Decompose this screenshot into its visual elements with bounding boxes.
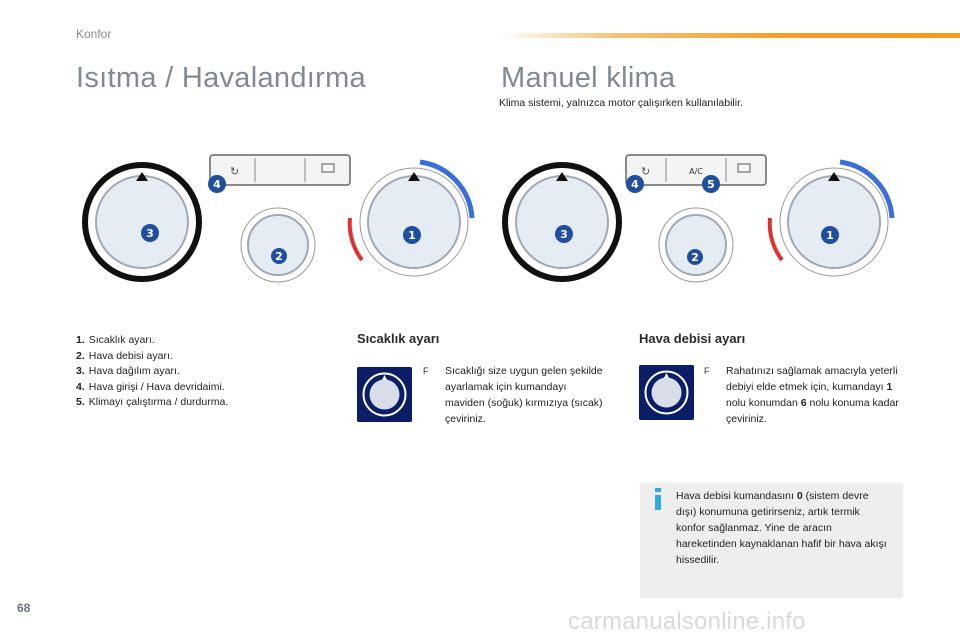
badge-2: 2 <box>275 250 283 263</box>
info-note-box <box>640 483 903 598</box>
badge-3: 3 <box>560 228 568 241</box>
header-accent-rule <box>500 33 960 38</box>
svg-text:↻: ↻ <box>641 165 651 178</box>
list-item: 2. Hava debisi ayarı. <box>76 349 173 362</box>
airflow-heading: Hava debisi ayarı <box>639 331 746 346</box>
temperature-knob-icon <box>357 367 412 422</box>
watermark: carmanualsonline.info <box>568 608 806 635</box>
badge-3: 3 <box>146 227 154 240</box>
controls-list <box>76 333 228 411</box>
temperature-heading: Sıcaklık ayarı <box>357 331 440 346</box>
badge-1: 1 <box>826 229 834 242</box>
svg-text:↻: ↻ <box>230 165 240 178</box>
ac-label: A/C <box>689 167 703 176</box>
list-item: 4. Hava girişi / Hava devridaimi. <box>76 380 225 393</box>
manual-ac-control-panel-illustration <box>496 150 900 290</box>
title-manual-ac: Manuel klima <box>501 62 676 94</box>
airflow-instruction <box>705 363 905 427</box>
bullet-marker: F <box>423 366 429 376</box>
list-item: 5. Klimayı çalıştırma / durdurma. <box>76 396 229 408</box>
badge-2: 2 <box>691 251 699 264</box>
badge-4: 4 <box>213 178 221 191</box>
manual-ac-subtitle: Klima sistemi, yalnızca motor çalışırken kullanılabilir. <box>499 97 743 109</box>
temperature-text: Sıcaklığı size uygun gelen şekilde ayarlamak için kumandayı maviden (soğuk) kırmızıya (sıcak) çeviriniz. <box>445 365 603 425</box>
info-note-text: Hava debisi kumandasını 0 (sistem devre dışı) konumuna getirirseniz, artık termik konfor sağlanmaz. Yine de aracın hareketinden kaynaklanan hafif bir hava akışı hissedilir. <box>676 490 887 566</box>
page-number: 68 <box>17 601 31 615</box>
list-item: 3. Hava dağılım ayarı. <box>76 365 180 377</box>
list-item: 1. Sıcaklık ayarı. <box>76 334 155 346</box>
section-label: Konfor <box>76 27 112 41</box>
airflow-knob-icon <box>639 365 694 420</box>
temperature-instruction <box>424 363 604 427</box>
heating-control-panel-illustration <box>80 150 480 290</box>
badge-4: 4 <box>631 178 639 191</box>
badge-1: 1 <box>408 229 416 242</box>
info-icon <box>652 488 664 510</box>
airflow-text: Rahatınızı sağlamak amacıyla yeterli debiyi elde etmek için, kumandayı 1 nolu konumdan 6 nolu konuma kadar çeviriniz. <box>726 365 899 425</box>
title-heating-ventilation: Isıtma / Havalandırma <box>76 62 366 94</box>
badge-5: 5 <box>707 178 715 191</box>
bullet-marker: F <box>704 366 710 376</box>
